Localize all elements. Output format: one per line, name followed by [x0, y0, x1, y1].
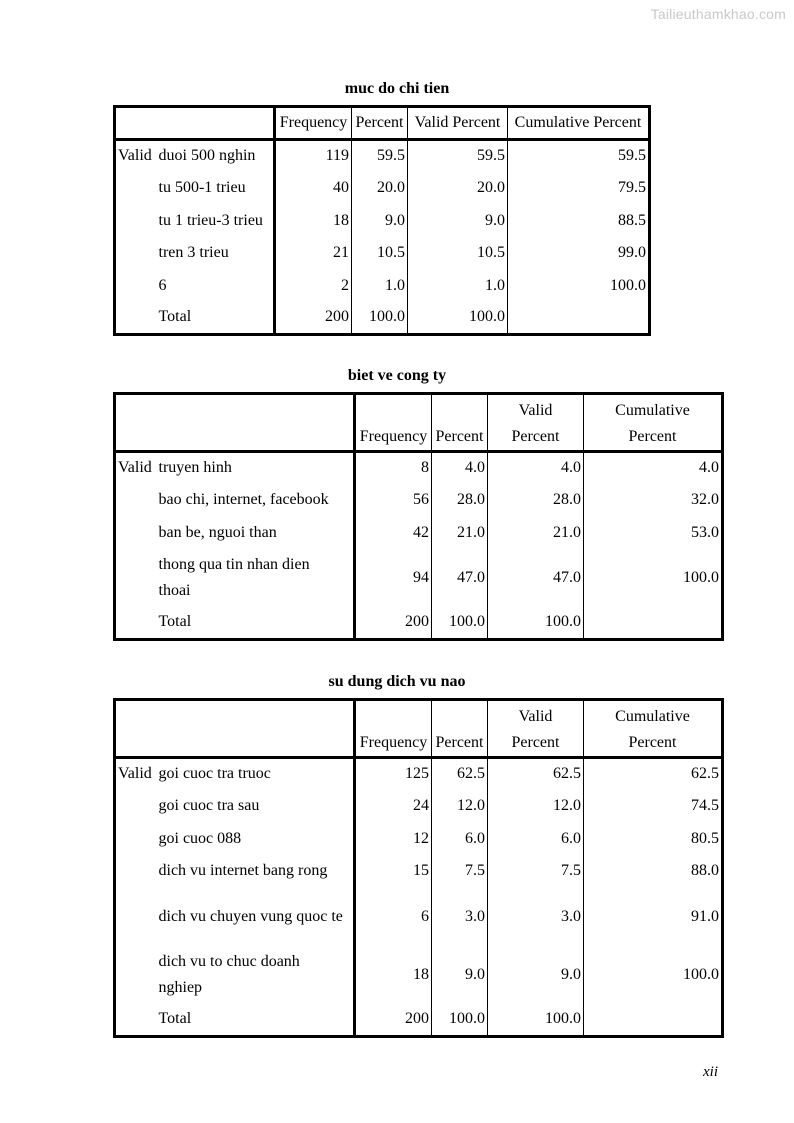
- cell-percent: 100.0: [432, 607, 488, 640]
- cell-cumulative-percent: 100.0: [584, 946, 723, 1004]
- table-row: [115, 855, 723, 888]
- table-row: [115, 140, 650, 172]
- row-label: Total: [159, 607, 355, 640]
- table-row: [115, 270, 650, 302]
- cell-percent: 1.0: [352, 270, 408, 302]
- table-row: [115, 452, 723, 484]
- cell-percent: 20.0: [352, 172, 408, 205]
- cell-frequency: 40: [333, 179, 349, 196]
- cell-percent: 59.5: [352, 140, 408, 172]
- cell-frequency: 56: [413, 491, 429, 508]
- watermark: Tailieuthamkhao.com: [650, 6, 786, 22]
- col-header: Valid Percent: [408, 107, 508, 140]
- frequency-table: [113, 698, 724, 1038]
- table-title: biet ve cong ty: [347, 367, 447, 384]
- header-blank: [115, 394, 355, 452]
- cell-frequency: 12: [413, 829, 429, 847]
- cell-percent: 47.0: [432, 549, 488, 607]
- cell-cumulative-percent: 62.5: [584, 758, 723, 790]
- cell-frequency: 24: [413, 797, 429, 814]
- col-header: Percent: [432, 394, 488, 452]
- table-row: [115, 302, 650, 335]
- cell-cumulative-percent: 53.0: [584, 517, 723, 549]
- cell-percent: 62.5: [432, 758, 488, 790]
- cell-valid-percent: 4.0: [488, 452, 584, 484]
- cell-valid-percent: 6.0: [488, 823, 584, 855]
- cell-frequency: 200: [405, 613, 429, 631]
- cell-percent: 7.5: [432, 855, 488, 888]
- cell-valid-percent: 10.5: [408, 237, 508, 270]
- cell-frequency: 21: [333, 244, 349, 261]
- table-row: [115, 1004, 723, 1037]
- row-label: tren 3 trieu: [159, 237, 275, 270]
- table-row: [115, 549, 723, 607]
- cell-frequency: 6: [421, 907, 429, 925]
- cell-valid-percent: 3.0: [488, 888, 584, 946]
- cell-percent: 3.0: [432, 888, 488, 946]
- frequency-table: [113, 105, 651, 336]
- table-row: [115, 823, 723, 855]
- table-title: su dung dich vu nao: [328, 673, 466, 690]
- cell-cumulative-percent: 79.5: [508, 172, 650, 205]
- row-label: Total: [159, 1004, 355, 1037]
- col-header: Valid Percent: [488, 700, 584, 758]
- col-header: Frequency: [355, 700, 432, 758]
- row-label: goi cuoc 088: [159, 823, 355, 855]
- table-row: [115, 172, 650, 205]
- cell-cumulative-percent: 100.0: [584, 549, 723, 607]
- cell-cumulative-percent: 88.5: [508, 205, 650, 237]
- page-number: xii: [703, 1064, 718, 1080]
- row-label: goi cuoc tra truoc: [159, 758, 355, 790]
- cell-frequency: 18: [413, 965, 429, 983]
- table-title: muc do chi tien: [344, 80, 450, 97]
- col-header: Valid Percent: [488, 394, 584, 452]
- cell-cumulative-percent: 91.0: [584, 888, 723, 946]
- cell-valid-percent: 62.5: [488, 758, 584, 790]
- cell-valid-percent: 59.5: [408, 140, 508, 172]
- col-header: Frequency: [275, 107, 352, 140]
- cell-percent: 4.0: [432, 452, 488, 484]
- col-header: Percent: [352, 107, 408, 140]
- cell-frequency: 15: [413, 862, 429, 879]
- cell-frequency: 42: [413, 523, 429, 541]
- row-label: tu 500-1 trieu: [159, 172, 275, 205]
- col-header: Cumulative Percent: [584, 394, 723, 452]
- col-header: Frequency: [355, 394, 432, 452]
- header-blank: [115, 700, 355, 758]
- table-row: [115, 946, 723, 1004]
- cell-valid-percent: 12.0: [488, 790, 584, 823]
- cell-valid-percent: 7.5: [488, 855, 584, 888]
- frequency-table: [113, 392, 724, 641]
- cell-frequency: 125: [405, 765, 429, 783]
- header-blank: [115, 107, 275, 140]
- col-header: Cumulative Percent: [508, 107, 650, 140]
- cell-valid-percent: 47.0: [488, 549, 584, 607]
- col-header: Percent: [432, 700, 488, 758]
- cell-frequency: 2: [341, 276, 349, 294]
- group-label: Valid: [118, 459, 152, 477]
- cell-cumulative-percent: 59.5: [508, 140, 650, 172]
- cell-cumulative-percent: 99.0: [508, 237, 650, 270]
- row-label: ban be, nguoi than: [159, 517, 355, 549]
- group-label: Valid: [118, 147, 152, 165]
- cell-frequency: 200: [405, 1010, 429, 1028]
- cell-percent: 100.0: [432, 1004, 488, 1037]
- cell-percent: 6.0: [432, 823, 488, 855]
- table-row: [115, 607, 723, 640]
- row-label: tu 1 trieu-3 trieu: [159, 205, 275, 237]
- cell-percent: 9.0: [352, 205, 408, 237]
- cell-cumulative-percent: 100.0: [508, 270, 650, 302]
- cell-valid-percent: 1.0: [408, 270, 508, 302]
- cell-valid-percent: 20.0: [408, 172, 508, 205]
- cell-frequency: 8: [421, 459, 429, 477]
- cell-valid-percent: 21.0: [488, 517, 584, 549]
- table-row: [115, 888, 723, 946]
- col-header: Cumulative Percent: [584, 700, 723, 758]
- cell-percent: 9.0: [432, 946, 488, 1004]
- cell-valid-percent: 100.0: [408, 302, 508, 335]
- cell-cumulative-percent: 32.0: [584, 484, 723, 517]
- table-row: [115, 205, 650, 237]
- cell-percent: 12.0: [432, 790, 488, 823]
- row-label: dich vu internet bang rong: [159, 855, 355, 888]
- cell-cumulative-percent: 80.5: [584, 823, 723, 855]
- table-row: [115, 790, 723, 823]
- row-label: Total: [159, 302, 275, 335]
- cell-frequency: 200: [325, 308, 349, 326]
- cell-frequency: 94: [413, 568, 429, 586]
- cell-valid-percent: 100.0: [488, 607, 584, 640]
- row-label: bao chi, internet, facebook: [159, 484, 355, 517]
- table-row: [115, 484, 723, 517]
- cell-cumulative-percent: 74.5: [584, 790, 723, 823]
- cell-percent: 100.0: [352, 302, 408, 335]
- cell-cumulative-percent: [584, 1004, 723, 1037]
- table-row: [115, 758, 723, 790]
- row-label: goi cuoc tra sau: [159, 790, 355, 823]
- table-row: [115, 237, 650, 270]
- cell-cumulative-percent: [584, 607, 723, 640]
- cell-cumulative-percent: 4.0: [584, 452, 723, 484]
- cell-valid-percent: 100.0: [488, 1004, 584, 1037]
- table-row: [115, 517, 723, 549]
- cell-valid-percent: 28.0: [488, 484, 584, 517]
- cell-valid-percent: 9.0: [488, 946, 584, 1004]
- row-label: dich vu chuyen vung quoc te: [159, 888, 355, 946]
- cell-cumulative-percent: 88.0: [584, 855, 723, 888]
- row-label: thong qua tin nhan dien thoai: [159, 549, 355, 607]
- cell-cumulative-percent: [508, 302, 650, 335]
- cell-percent: 28.0: [432, 484, 488, 517]
- cell-percent: 21.0: [432, 517, 488, 549]
- cell-valid-percent: 9.0: [408, 205, 508, 237]
- row-label: duoi 500 nghin: [159, 140, 275, 172]
- cell-percent: 10.5: [352, 237, 408, 270]
- row-label: 6: [159, 270, 275, 302]
- row-label: truyen hinh: [159, 452, 355, 484]
- group-label: Valid: [118, 765, 152, 783]
- cell-frequency: 119: [325, 147, 349, 165]
- cell-frequency: 18: [333, 211, 349, 229]
- row-label: dich vu to chuc doanh nghiep: [159, 946, 355, 1004]
